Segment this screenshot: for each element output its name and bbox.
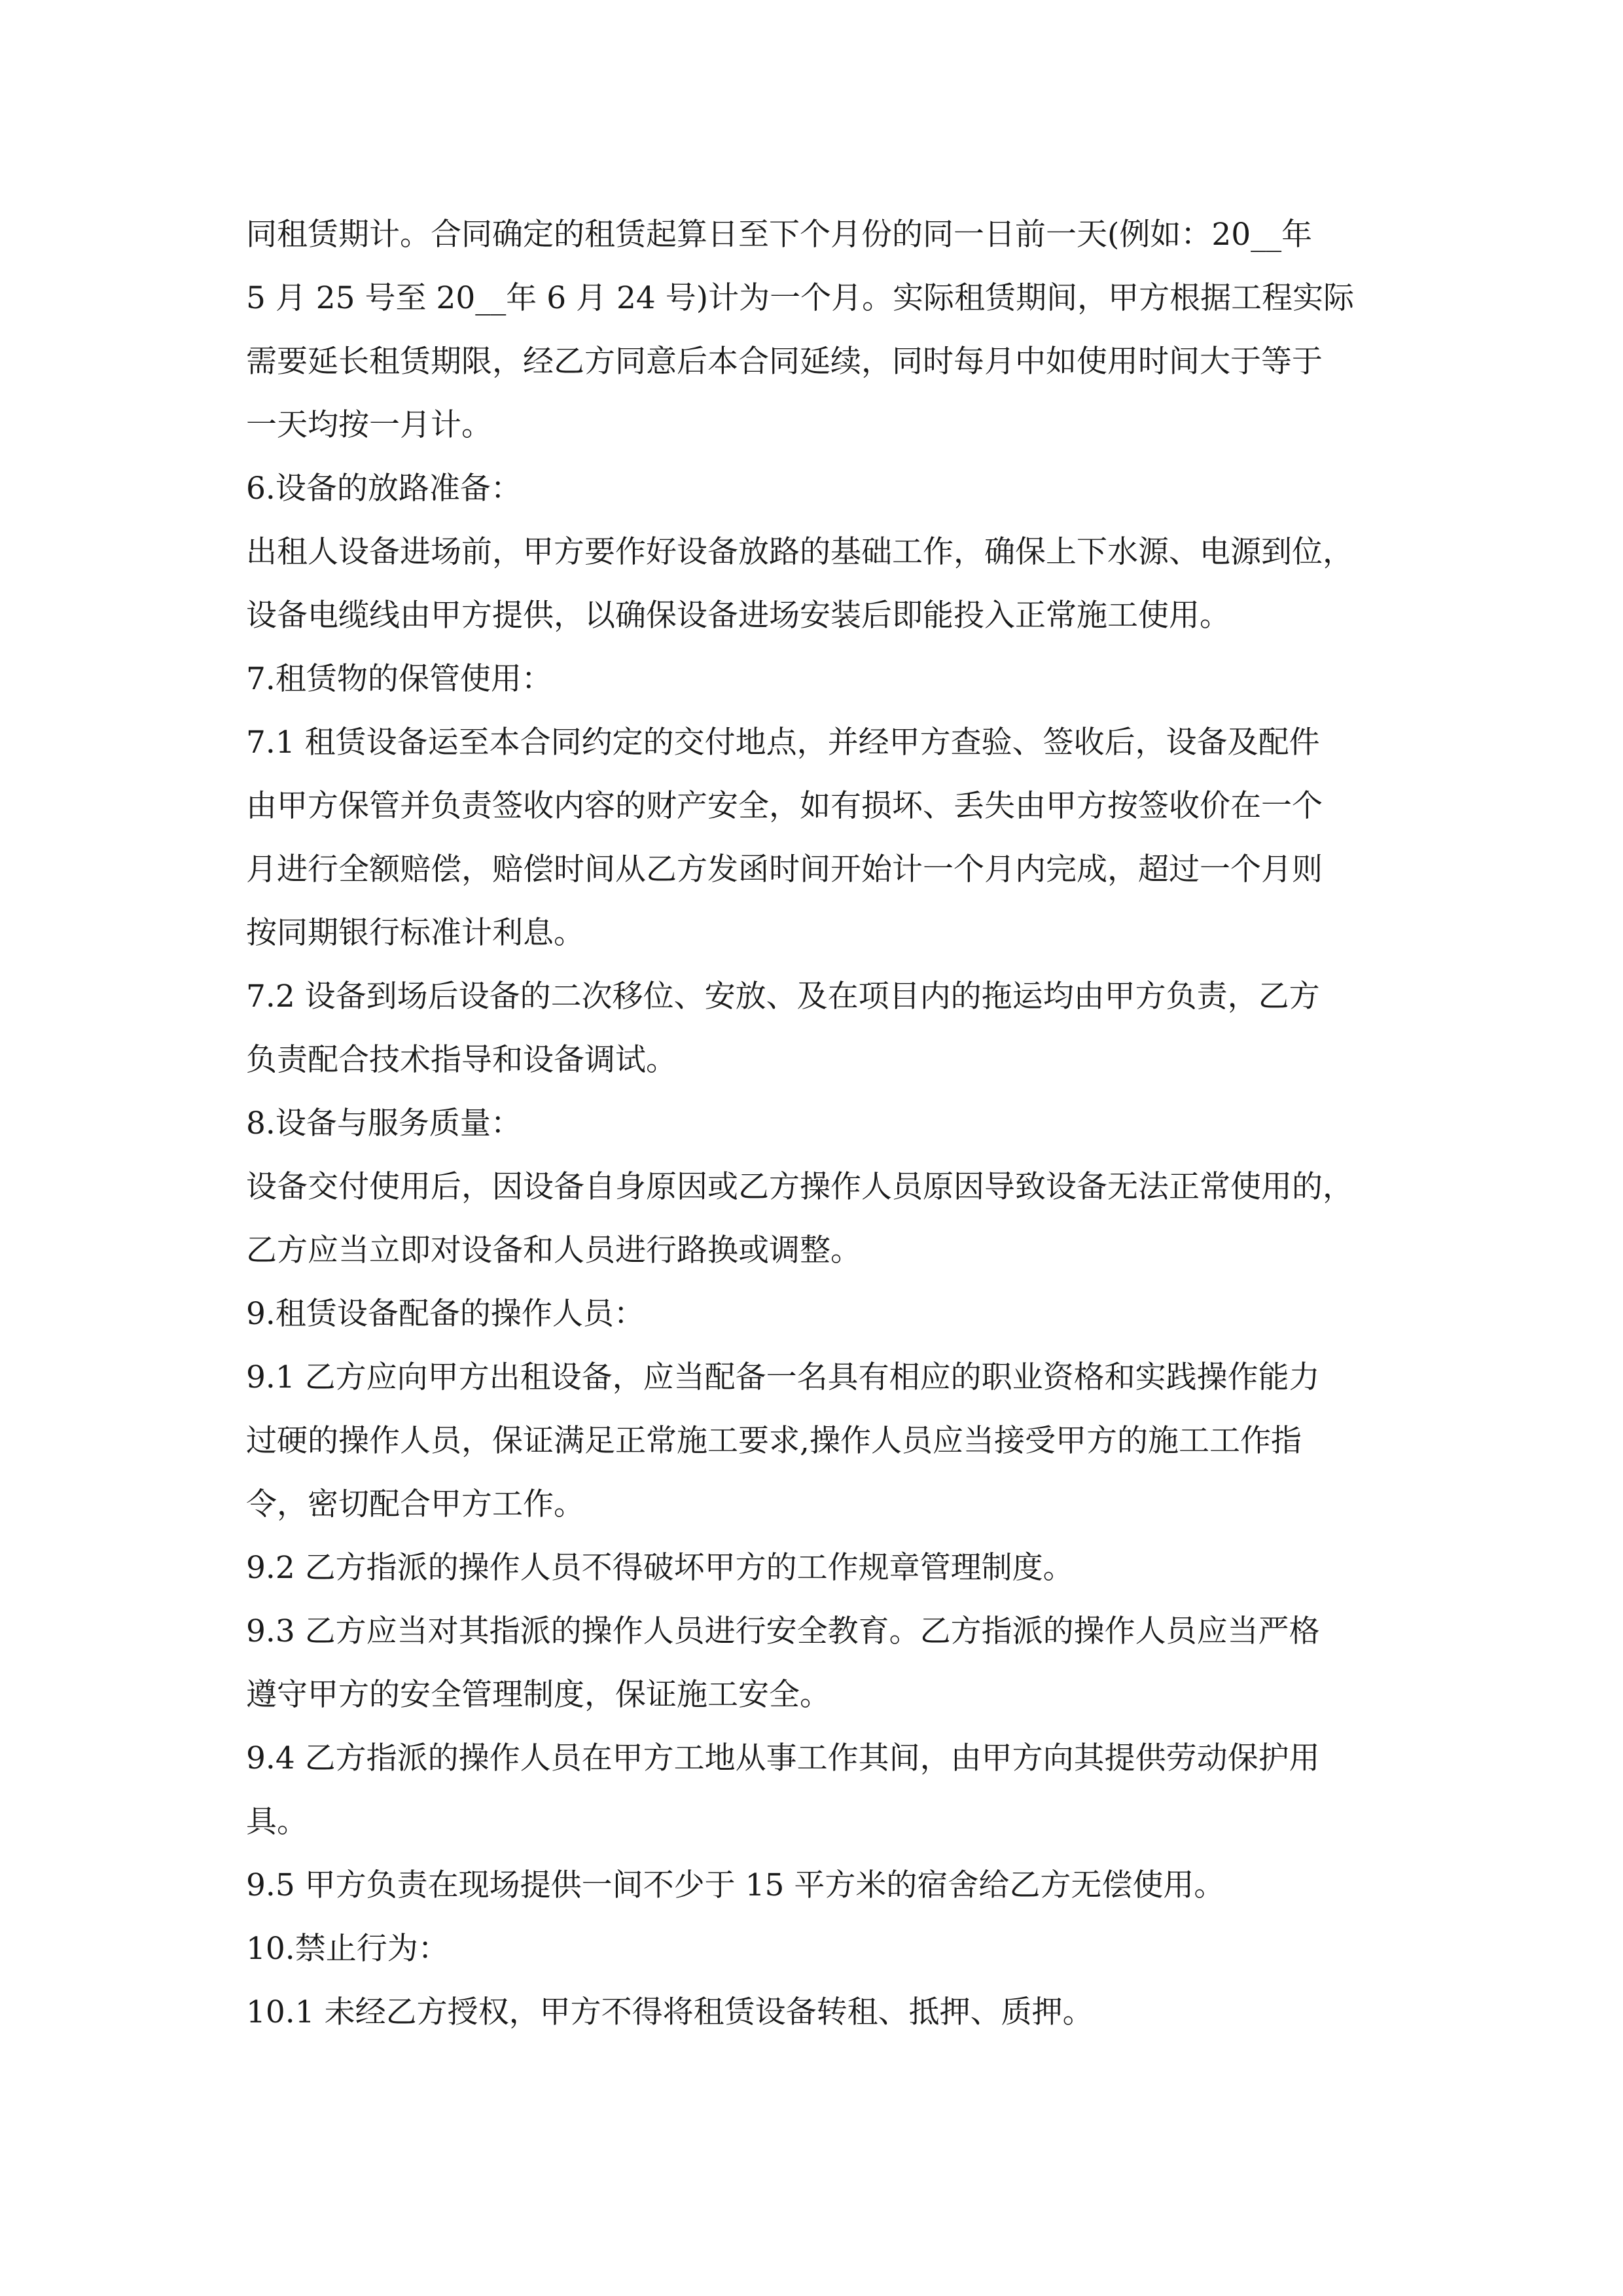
- text-line: 9.2 乙方指派的操作人员不得破坏甲方的工作规章管理制度。: [246, 1550, 1074, 1586]
- contract-body-text: [246, 203, 1387, 2044]
- text-line: 乙方应当立即对设备和人员进行路换或调整。: [246, 1232, 861, 1268]
- text-line: 设备交付使用后，因设备自身原因或乙方操作人员原因导致设备无法正常使用的，: [246, 1169, 1353, 1205]
- text-line: 过硬的操作人员，保证满足正常施工要求,操作人员应当接受甲方的施工工作指: [246, 1423, 1302, 1459]
- text-line: 出租人设备进场前，甲方要作好设备放路的基础工作，确保上下水源、电源到位，: [246, 534, 1353, 570]
- text-line: 负责配合技术指导和设备调试。: [246, 1042, 677, 1078]
- section-heading: 9.租赁设备配备的操作人员：: [246, 1296, 645, 1332]
- text-line: 7.1 租赁设备运至本合同约定的交付地点，并经甲方查验、签收后，设备及配件: [246, 725, 1320, 761]
- text-line: 具。: [246, 1804, 308, 1840]
- section-heading: 6.设备的放路准备：: [246, 471, 522, 507]
- text-line: 按同期银行标准计利息。: [246, 915, 584, 951]
- text-line: 设备电缆线由甲方提供，以确保设备进场安装后即能投入正常施工使用。: [246, 598, 1230, 634]
- text-line: 一天均按一月计。: [246, 407, 492, 443]
- text-line: 9.1 乙方应向甲方出租设备，应当配备一名具有相应的职业资格和实践操作能力: [246, 1359, 1320, 1395]
- text-line: 令，密切配合甲方工作。: [246, 1486, 584, 1522]
- text-line: 由甲方保管并负责签收内容的财产安全，如有损坏、丢失由甲方按签收价在一个: [246, 788, 1323, 824]
- section-heading: 7.租赁物的保管使用：: [246, 661, 552, 697]
- section-heading: 10.禁止行为：: [246, 1931, 449, 1967]
- text-line: 10.1 未经乙方授权，甲方不得将租赁设备转租、抵押、质押。: [246, 1994, 1094, 2030]
- text-line: 遵守甲方的安全管理制度，保证施工安全。: [246, 1677, 830, 1713]
- text-line: 9.3 乙方应当对其指派的操作人员进行安全教育。乙方指派的操作人员应当严格: [246, 1613, 1320, 1649]
- text-line: 9.5 甲方负责在现场提供一间不少于 15 平方米的宿舍给乙方无偿使用。: [246, 1867, 1225, 1903]
- text-line: 月进行全额赔偿，赔偿时间从乙方发函时间开始计一个月内完成，超过一个月则: [246, 852, 1323, 888]
- text-line: 5 月 25 号至 20__年 6 月 24 号)计为一个月。实际租赁期间，甲方根据工程实际: [246, 280, 1355, 316]
- text-line: 同租赁期计。合同确定的租赁起算日至下个月份的同一日前一天(例如：20__年: [246, 217, 1313, 253]
- section-heading: 8.设备与服务质量：: [246, 1105, 522, 1141]
- text-line: 9.4 乙方指派的操作人员在甲方工地从事工作其间，由甲方向其提供劳动保护用: [246, 1740, 1320, 1776]
- text-line: 需要延长租赁期限，经乙方同意后本合同延续，同时每月中如使用时间大于等于: [246, 344, 1323, 380]
- text-line: 7.2 设备到场后设备的二次移位、安放、及在项目内的拖运均由甲方负责，乙方: [246, 978, 1320, 1014]
